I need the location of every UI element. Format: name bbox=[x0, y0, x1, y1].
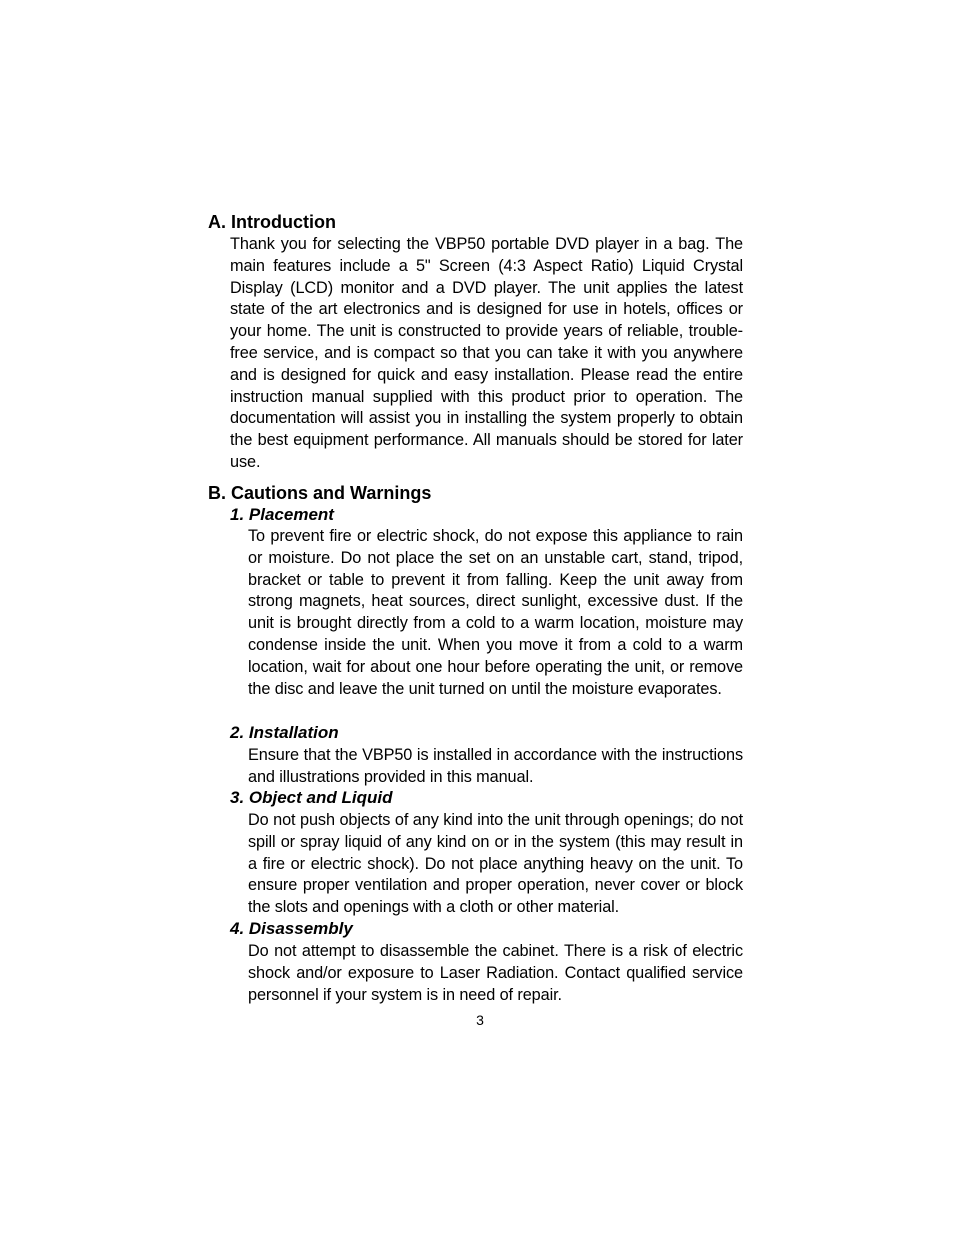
object-liquid-paragraph: Do not push objects of any kind into the unit through openings; do not spill or spray liquid of any kind on or in the system (this may result in a fire or electric shock). Do not place anything heavy on the unit. To ensure proper ventilation and proper operation, never cover or block the slots and openings with a cloth or other material. bbox=[248, 811, 743, 917]
disassembly-paragraph: Do not attempt to disassemble the cabinet. There is a risk of electric shock and/or exposure to Laser Radiation. Contact qualified service personnel if your system is in need of repair. bbox=[248, 942, 743, 1004]
section-a-heading: A. Introduction bbox=[208, 212, 336, 232]
disassembly-heading: 4. Disassembly bbox=[230, 919, 353, 938]
installation-paragraph: Ensure that the VBP50 is installed in accordance with the instructions and illustrations provided in this manual. bbox=[248, 746, 743, 786]
object-liquid-heading: 3. Object and Liquid bbox=[230, 788, 393, 807]
introduction-paragraph: Thank you for selecting the VBP50 portable DVD player in a bag. The main features include a 5" Screen (4:3 Aspect Ratio) Liquid Crystal Display (LCD) monitor and a DVD player. The unit applies the latest state of the art electronics and is designed for use in hotels, offices or your home. The unit is constructed to provide years of reliable, trouble-free service, and is compact so that you can take it with you anywhere and is designed for quick and easy installation. Please read the entire instruction manual supplied with this product prior to operation. The documentation will assist you in installing the system properly to obtain the best equipment performance. All manuals should be stored for later use. bbox=[230, 235, 743, 471]
placement-paragraph: To prevent fire or electric shock, do not expose this appliance to rain or moisture. Do not place the set on an unstable cart, stand, tripod, bracket or table to prevent it from falling. Keep the unit away from strong magnets, heat sources, direct sunlight, excessive dust. If the unit is brought directly from a cold to a warm location, moisture may condense inside the unit. When you move it from a cold to a warm location, wait for about one hour before operating the unit, or remove the disc and leave the unit turned on until the moisture evaporates. bbox=[248, 527, 743, 698]
section-b-heading: B. Cautions and Warnings bbox=[208, 483, 432, 503]
placement-heading: 1. Placement bbox=[230, 505, 334, 524]
installation-heading: 2. Installation bbox=[230, 723, 339, 742]
page-number: 3 bbox=[476, 1012, 484, 1028]
